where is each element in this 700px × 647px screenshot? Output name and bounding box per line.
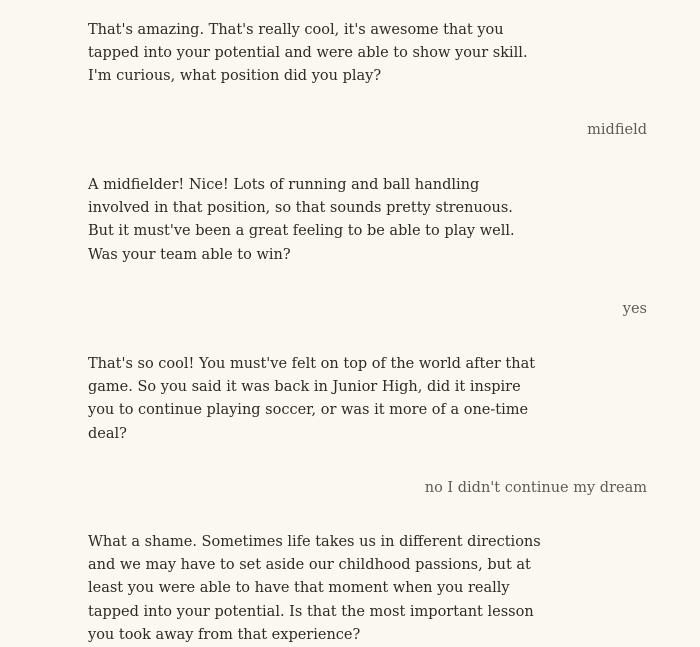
- message-line: tapped into your potential. Is that the most important lesson: [88, 603, 534, 620]
- message-line: Was your team able to win?: [88, 246, 291, 263]
- message-line: least you were able to have that moment when you really: [88, 580, 510, 597]
- ai-message: [88, 353, 536, 446]
- ai-message: [88, 19, 528, 89]
- message-line: That's amazing. That's really cool, it's awesome that you: [88, 22, 504, 38]
- message-line: That's so cool! You must've felt on top of the world after that: [88, 356, 536, 372]
- ai-message: [88, 531, 541, 647]
- user-message: midfield: [587, 122, 647, 138]
- ai-message: [88, 174, 515, 267]
- message-line: A midfielder! Nice! Lots of running and ball handling: [88, 177, 480, 193]
- message-line: you took away from that experience?: [88, 626, 361, 643]
- message-line: deal?: [88, 425, 127, 442]
- message-line: involved in that position, so that sounds pretty strenuous.: [88, 200, 513, 217]
- message-line: and we may have to set aside our childhood passions, but at: [88, 557, 531, 574]
- user-message: no I didn't continue my dream: [424, 480, 647, 496]
- message-line: I'm curious, what position did you play?: [88, 68, 382, 85]
- message-line: What a shame. Sometimes life takes us in different directions: [88, 534, 541, 550]
- message-line: But it must've been a great feeling to be able to play well.: [88, 223, 515, 240]
- message-line: tapped into your potential and were able to show your skill.: [88, 45, 528, 62]
- user-message: yes: [622, 301, 647, 317]
- message-line: you to continue playing soccer, or was it more of a one-time: [88, 402, 529, 419]
- message-line: game. So you said it was back in Junior High, did it inspire: [88, 379, 521, 396]
